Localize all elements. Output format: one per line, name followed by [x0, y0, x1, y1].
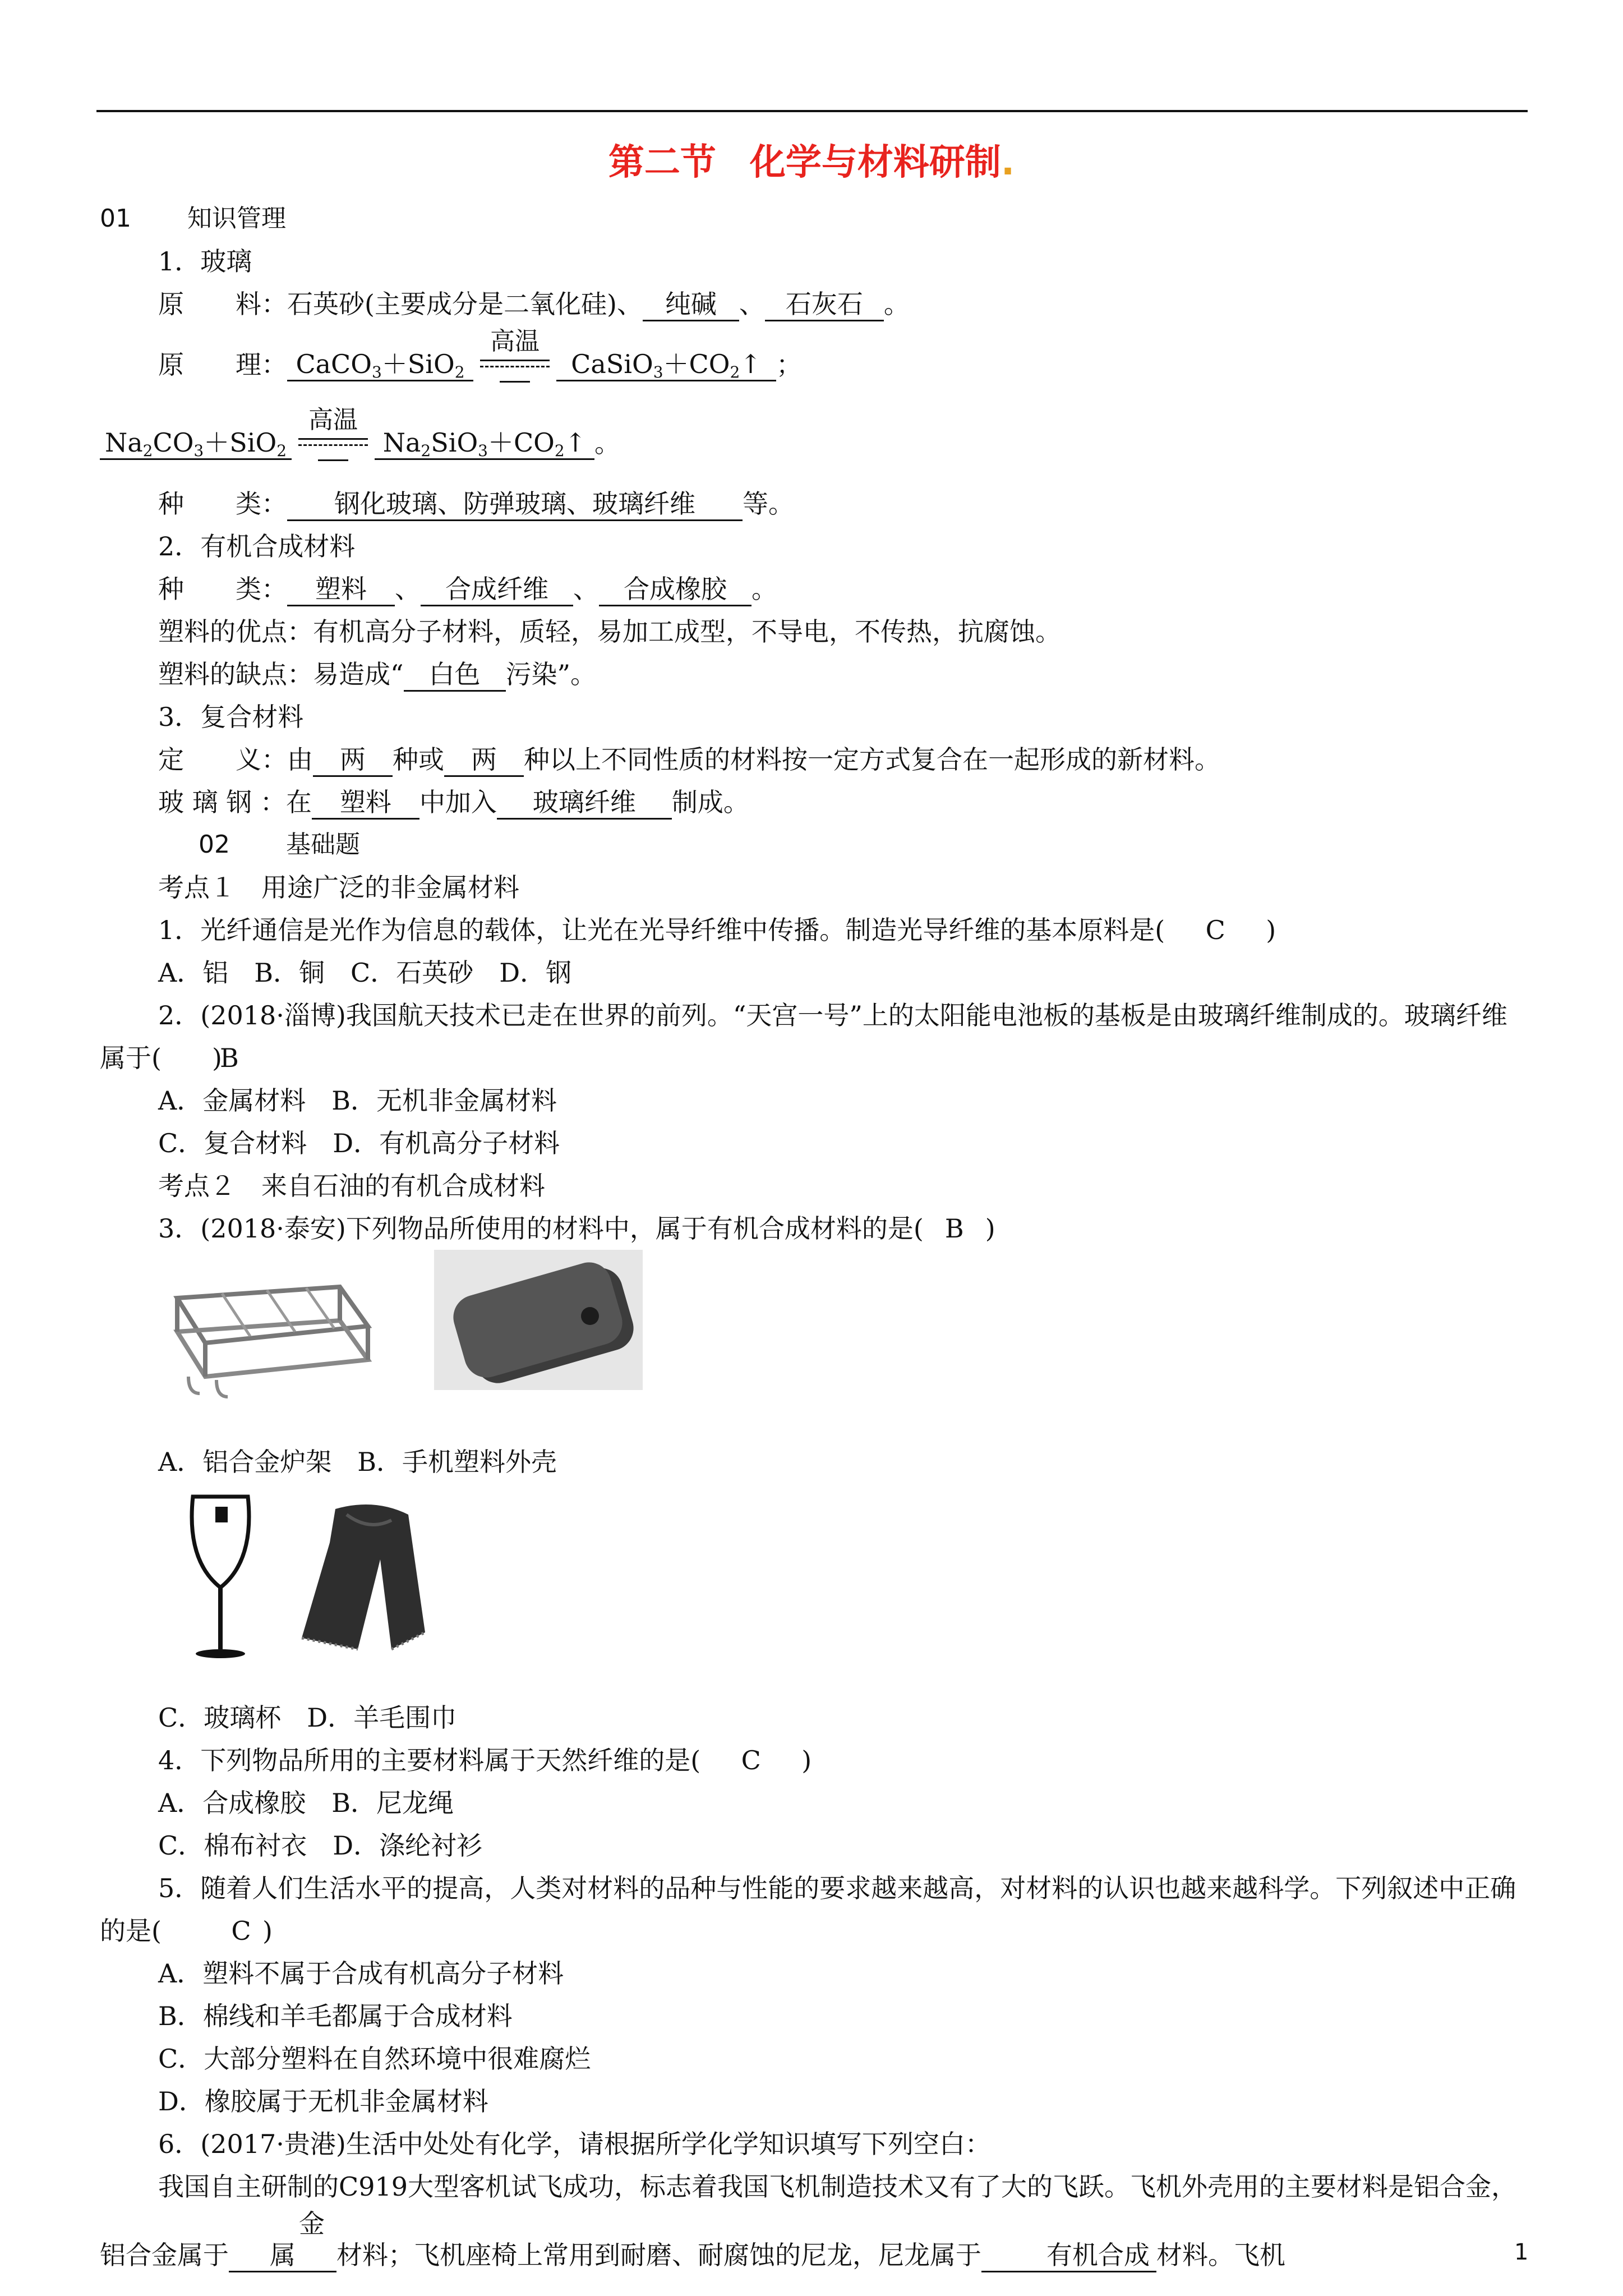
blank-synthetic-rubber: 合成橡胶 [599, 573, 751, 606]
blank-glass-types: 钢化玻璃、防弹玻璃、玻璃纤维 [287, 488, 743, 521]
frp-definition: 玻 璃 钢 ：在 塑料 中加入 玻璃纤维 制成。 [100, 781, 1529, 823]
blank-white: 白色 [404, 659, 506, 692]
topic-2: 考点２ 来自石油的有机合成材料 [158, 1171, 545, 1201]
question-4-options-cd: C．棉布衬衣 D．涤纶衬衫 [158, 1830, 483, 1861]
question-5-option-b: B．棉线和羊毛都属于合成材料 [158, 2001, 513, 2031]
question-3: 3．(2018·泰安)下列物品所使用的材料中，属于有机合成材料的是( B ) [100, 1207, 1529, 1250]
title-dot: . [1000, 142, 1015, 183]
answer-1: C [1205, 915, 1225, 945]
question-3-options-cd: C．玻璃杯 D．羊毛围巾 [158, 1703, 457, 1733]
blank-limestone: 石灰石 [765, 288, 884, 321]
glass-raw-materials: 原 料：石英砂(主要成分是二氧化硅)、 纯碱 、 石灰石 。 [100, 283, 1529, 325]
title-sub: 化学与材料研制 [749, 142, 1001, 183]
equation-2-products: $Na_2SiO_3+CO_2↑$ [375, 427, 594, 460]
glass-equation-2: $Na_2CO_3+SiO_2$ 高温 $Na_2SiO_3+CO_2↑$ 。 [100, 404, 1529, 482]
page-title [0, 134, 1623, 185]
question-3-options-ab: A．铝合金炉架 B．手机塑料外壳 [158, 1447, 557, 1477]
glass-heading: 1．玻璃 [158, 246, 252, 277]
question-3-images-row-2 [100, 1483, 1529, 1696]
section-name: 基础题 [286, 830, 360, 859]
question-4-options-ab: A．合成橡胶 B．尼龙绳 [158, 1788, 454, 1818]
section-number: 01 [100, 204, 131, 233]
wool-scarf-image [296, 1498, 448, 1660]
question-3-images-row-1 [100, 1250, 1529, 1441]
blank-two-1: 两 [313, 744, 393, 777]
equation-1-products: $CaSiO_3+CO_2↑$ [556, 348, 776, 381]
question-5: 5．随着人们生活水平的提高，人类对材料的品种与性能的要求越来越高，对材料的认识也越来越科学。下列叙述中正确的是( C ) [100, 1867, 1529, 1952]
blank-plastic-2: 塑料 [312, 786, 419, 820]
question-6: 6．(2017·贵港)生活中处处有化学，请根据所学化学知识填写下列空白： [158, 2129, 991, 2159]
header-rule [96, 110, 1528, 112]
section-name: 知识管理 [187, 204, 286, 233]
plastic-cons: 塑料的缺点：易造成“ 白色 污染”。 [100, 653, 1529, 696]
blank-metal: 金属 [229, 2208, 336, 2272]
equation-2-reactants: $Na_2CO_3+SiO_2$ [100, 427, 292, 460]
question-5-option-d: D．橡胶属于无机非金属材料 [158, 2086, 488, 2116]
glass-equation-1: 原 理： CaCO$_3$＋SiO$_2$ 高温 $CaSiO_3+CO_2↑$ ； [158, 326, 802, 381]
blank-glass-fiber: 玻璃纤维 [497, 786, 672, 820]
topic-1: 考点１ 用途广泛的非金属材料 [158, 872, 519, 903]
blank-plastic: 塑料 [287, 573, 395, 606]
document-body [100, 197, 1529, 2276]
blank-organic-synthetic: 有机合成 [981, 2239, 1156, 2272]
organic-types: 种 类： 塑料 、 合成纤维 、 合成橡胶 。 [100, 568, 1529, 610]
composite-heading: 3．复合材料 [158, 702, 304, 732]
reaction-condition: 高温 [480, 327, 550, 383]
blank-soda-ash: 纯碱 [643, 288, 739, 321]
title-main: 第二节 [608, 142, 716, 183]
answer-5: C [231, 1916, 251, 1946]
question-2-options-ab: A．金属材料 B．无机非金属材料 [158, 1085, 557, 1116]
glass-types: 种 类： 钢化玻璃、防弹玻璃、玻璃纤维 等。 [100, 482, 1529, 525]
composite-definition: 定 义：由 两 种或 两 种以上不同性质的材料按一定方式复合在一起形成的新材料。 [100, 738, 1529, 781]
question-4: 4．下列物品所用的主要材料属于天然纤维的是( C ) [100, 1739, 1529, 1782]
aluminum-rack-image [155, 1264, 374, 1405]
answer-4: C [741, 1745, 761, 1775]
blank-synthetic-fiber: 合成纤维 [421, 573, 573, 606]
question-5-option-a: A．塑料不属于合成有机高分子材料 [158, 1958, 564, 1989]
section-number: 02 [199, 830, 230, 859]
question-1-options: A．铝 B．铜 C．石英砂 D．钢 [158, 958, 572, 988]
question-6-passage: 我国自主研制的C919大型客机试飞成功，标志着我国飞机制造技术又有了大的飞跃。飞机外壳用的主要材料是铝合金，铝合金属于金属 材料；飞机座椅上常用到耐磨、耐腐蚀的尼龙，尼龙属于 有机合成 材料。飞机 [100, 2165, 1529, 2276]
question-5-option-c: C．大部分塑料在自然环境中很难腐烂 [158, 2044, 591, 2074]
reaction-condition: 高温 [298, 406, 368, 461]
blank-two-2: 两 [444, 744, 524, 777]
question-2: 2．(2018·淄博)我国航天技术已走在世界的前列。“天宫一号”上的太阳能电池板的基板是由玻璃纤维制成的。玻璃纤维属于( B) [100, 994, 1529, 1079]
section-heading-knowledge [100, 197, 1529, 240]
wine-glass-image [184, 1493, 257, 1662]
equation-1-reactants: CaCO$_3$＋SiO$_2$ [287, 348, 473, 381]
plastic-pros: 塑料的优点：有机高分子材料，质轻，易加工成型，不导电，不传热，抗腐蚀。 [158, 616, 1061, 647]
phone-case-image [434, 1250, 643, 1390]
section-heading-basic [100, 823, 1529, 866]
question-1: 1．光纤通信是光作为信息的载体，让光在光导纤维中传播。制造光导纤维的基本原料是( C ) [100, 909, 1529, 951]
question-2-options-cd: C．复合材料 D．有机高分子材料 [158, 1128, 560, 1158]
answer-2: B [219, 1043, 239, 1073]
page-number: 1 [1514, 2239, 1529, 2265]
organic-heading: 2．有机合成材料 [158, 531, 356, 562]
answer-3: B [944, 1213, 964, 1244]
